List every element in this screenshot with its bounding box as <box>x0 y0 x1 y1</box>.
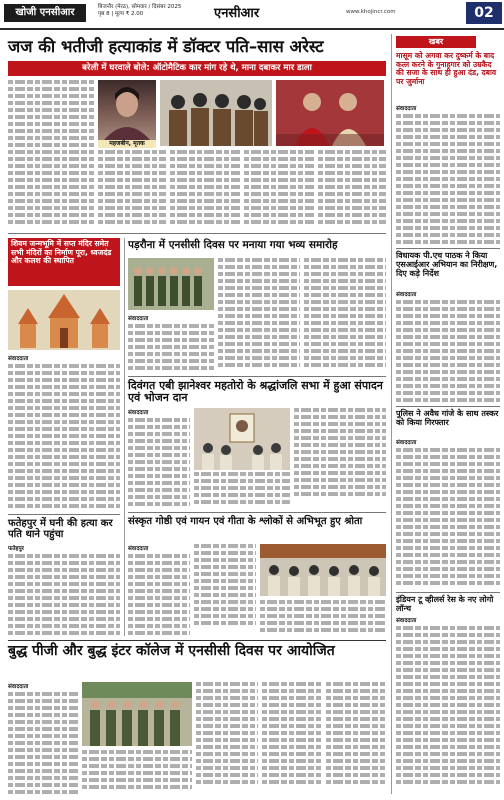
bottom-divider <box>8 640 386 641</box>
page-number: 02 <box>466 2 502 24</box>
temple-photo <box>8 290 120 350</box>
bottom-body-col2 <box>82 750 192 794</box>
sidebar-story4-byline: संवाददाता <box>396 618 417 624</box>
left-story1-body <box>8 354 120 514</box>
left-col-divider <box>124 238 125 636</box>
website-url: www.khojincr.com <box>346 9 396 15</box>
masthead <box>0 0 504 30</box>
mid-story1-byline: संवाददाता <box>128 316 149 322</box>
sidebar-story4-body <box>396 616 500 794</box>
mid-story3-body-col2 <box>194 544 256 636</box>
tribute-gathering-icon <box>194 408 290 470</box>
left-divider <box>8 514 120 515</box>
bottom-body-col5 <box>326 682 386 794</box>
column-divider <box>391 34 392 794</box>
mid-story1-body-col2 <box>218 258 300 374</box>
mid-story2-body-col2 <box>194 472 290 508</box>
sidebar-divider-1 <box>396 248 500 249</box>
date-line-2: पृष्ठ 8 | मूल्य ₹ 2.00 <box>98 11 144 17</box>
lead-body-col4 <box>244 150 314 230</box>
lead-body-col5 <box>318 150 386 230</box>
portrait-icon <box>98 80 156 140</box>
lead-photo-victim <box>98 80 156 140</box>
sidebar-story4-headline: इंडियन टू व्हीलर्स रेस के नए लोगो लॉन्च <box>396 595 494 613</box>
bottom-story-headline: बुद्ध पीजी और बुद्ध इंटर कॉलेज में एनसीसी दिवस पर आयोजित <box>8 643 335 659</box>
mid-story3-body-col1 <box>128 544 190 636</box>
sidebar-story2-byline: संवाददाता <box>396 292 417 298</box>
lead-photo-group <box>160 80 272 146</box>
mid-story2-byline: संवाददाता <box>128 410 149 416</box>
lead-photo-caption: महजबीन, मृतक <box>98 140 156 148</box>
college-ncc-photo <box>82 682 192 746</box>
ncc-day-photo <box>128 258 214 310</box>
sidebar-story1-body <box>396 104 500 246</box>
mid-story2-body-col1 <box>128 408 190 508</box>
lead-photo-couple <box>276 80 384 146</box>
section-title: एनसीआर <box>214 6 260 21</box>
sidebar-story3-headline: पुलिस ने अवैध गांजे के साथ तस्कर को किया गिरफ्तार <box>396 409 499 427</box>
bottom-body-col3 <box>196 682 258 794</box>
sidebar-story3-body <box>396 438 500 588</box>
left-story1-byline: संवाददाता <box>8 356 29 362</box>
ncc-parade-icon <box>128 258 214 310</box>
sidebar-divider-3 <box>396 592 500 593</box>
lead-body-col1 <box>8 80 94 230</box>
newspaper-logo: खोजी एनसीआर <box>4 4 86 22</box>
mid-story3-headline: संस्कृत गोष्ठी एवं गायन एवं गीता के श्लोकों से अभिभूत हुए श्रोता <box>128 516 363 527</box>
lead-subhead: बरेली में घरवाले बोले: ऑटोमैटिक कार मांग रहे थे, माना दबाकर मार डाला <box>8 61 386 76</box>
mid-story1-body-col1 <box>128 314 214 374</box>
sidebar-tag: खबर <box>396 36 476 48</box>
bottom-byline: संवाददाता <box>8 684 29 690</box>
sanskrit-seminar-photo <box>260 544 386 596</box>
sidebar-story1-byline: संवाददाता <box>396 106 417 112</box>
sidebar-story1-headline: मासूम को अगवा कर दुष्कर्म के बाद कत्ल करने के गुनाहगार को उम्रकैद की सजा के साथ ही हुआ दंड, दबाव पर जुर्माना <box>396 51 497 86</box>
mid-story1-body-col3 <box>304 258 386 374</box>
lead-divider <box>8 233 386 234</box>
left-story2-headline: फतेहपुर में घनी की हत्या कर पति थाने पहुंचा <box>8 518 113 541</box>
wedding-photo-icon <box>276 80 384 146</box>
sidebar-story2-body <box>396 290 500 402</box>
seminar-audience-icon <box>260 544 386 596</box>
lead-headline: जज की भतीजी हत्याकांड में डॉक्टर पति–सास अरेस्ट <box>8 37 324 56</box>
mid-story2-headline: दिवंगत एबी झानेश्वर महतोरो के श्रद्धांजलि सभा में हुआ संपादन एवं भोजन दान <box>128 379 383 405</box>
mid-divider-2 <box>128 512 386 513</box>
lead-body-col2 <box>98 150 166 230</box>
date-line <box>98 4 181 18</box>
date-line-1: बिजनौर (मेरठ), सोमवार / दिसंबर 2025 <box>98 4 182 10</box>
bottom-body-col4 <box>262 682 322 794</box>
sidebar-story3-byline: संवाददाता <box>396 440 417 446</box>
mid-story3-body-col3 <box>260 600 386 636</box>
mid-divider-1 <box>128 376 386 377</box>
sidebar-story2-headline: विधायक पी.एच पाठक ने किया एसआईआर अभियान का निरीक्षण, दिए कड़े निर्देश <box>396 251 498 278</box>
college-ncc-icon <box>82 682 192 746</box>
left-story1-headline: शिवम जन्मभूमि में सप्त मंदिर समेत सभी मंदिरों का निर्माण पूरा, ध्वजदंड और कलश की स्थापित <box>8 238 120 286</box>
temple-icon <box>8 290 120 350</box>
lead-body-col3 <box>170 150 240 230</box>
sidebar-divider-2 <box>396 406 500 407</box>
group-photo-icon <box>160 80 272 146</box>
mid-story2-body-col3 <box>294 408 386 508</box>
bottom-body-col1 <box>8 682 78 794</box>
tribute-photo <box>194 408 290 470</box>
mid-story1-headline: पड़रौना में एनसीसी दिवस पर मनाया गया भव्य समारोह <box>128 239 338 251</box>
left-story2-body <box>8 544 120 636</box>
left-story2-byline: फतेहपुर <box>8 546 24 552</box>
mid-story3-byline: संवाददाता <box>128 546 149 552</box>
